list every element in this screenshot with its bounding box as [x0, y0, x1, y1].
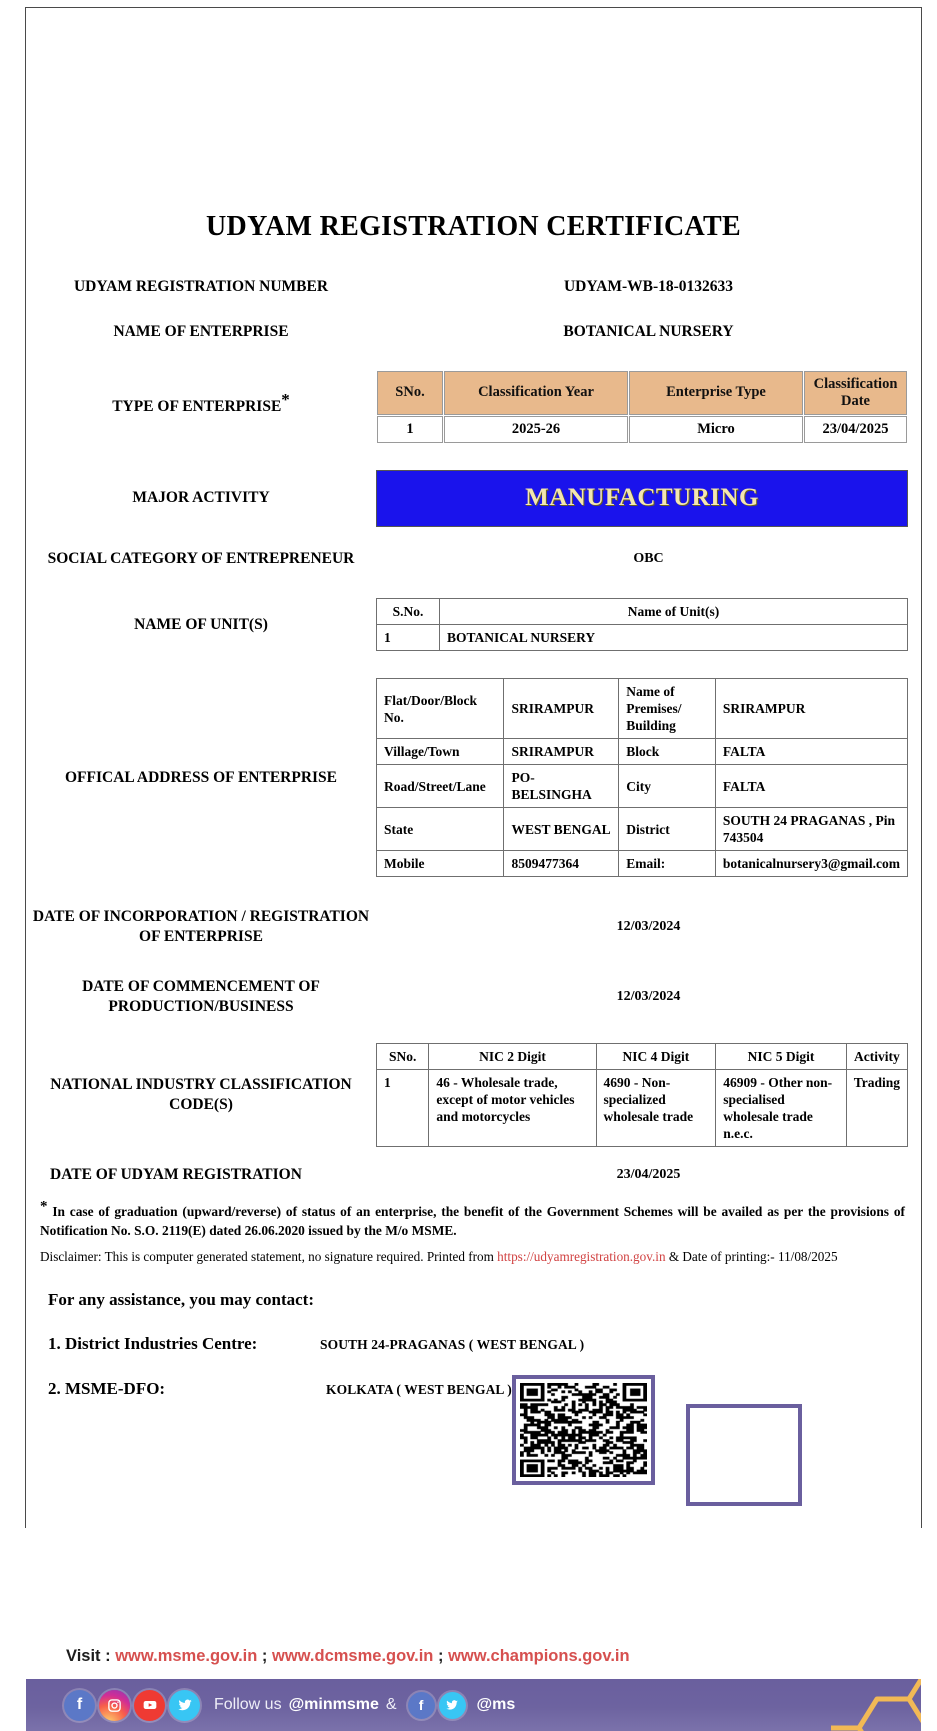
row-date-incorporation	[26, 907, 921, 947]
cell-unit-name: BOTANICAL NURSERY	[440, 625, 908, 651]
disclaimer-prefix: Disclaimer: This is computer generated statement, no signature required. Printed from	[40, 1248, 498, 1264]
address-table	[376, 678, 908, 877]
addr-value-flat: SRIRAMPUR	[504, 679, 619, 739]
visit-label: Visit :	[66, 1646, 116, 1665]
inline-social-icons	[404, 1692, 470, 1719]
major-activity-wrap	[376, 470, 921, 527]
visit-url-3[interactable]: www.champions.gov.in	[448, 1646, 630, 1665]
row-registration-number	[26, 277, 921, 297]
cell-unit-sno: 1	[377, 625, 440, 651]
table-row	[377, 808, 908, 851]
nic-table-wrap	[376, 1043, 921, 1147]
table-row	[377, 739, 908, 765]
qr-code-image	[520, 1383, 647, 1477]
col-unit-sno: S.No.	[377, 599, 440, 625]
label-official-address: OFFICAL ADDRESS OF ENTERPRISE	[64, 769, 338, 787]
label-type-of-enterprise-text: TYPE OF ENTERPRISE	[112, 397, 282, 415]
row-social-category	[26, 549, 921, 569]
col-classification-year: Classification Year	[444, 371, 628, 415]
addr-label-block: Block	[619, 739, 716, 765]
addr-label-state: State	[377, 808, 504, 851]
label-registration-number: UDYAM REGISTRATION NUMBER	[73, 278, 329, 295]
col-enterprise-type: Enterprise Type	[629, 371, 803, 415]
addr-label-road: Road/Street/Lane	[377, 765, 504, 808]
footnote-text	[26, 1198, 921, 1240]
addr-value-road: PO-BELSINGHA	[504, 765, 619, 808]
table-header-row	[377, 599, 908, 625]
label-major-activity: MAJOR ACTIVITY	[132, 489, 270, 507]
row-name-of-units	[26, 598, 921, 651]
contact-value-msme-dfo: KOLKATA ( WEST BENGAL )	[326, 1382, 512, 1398]
cell-nic-4digit: 4690 - Non-specialized wholesale trade	[596, 1069, 716, 1146]
facebook-icon[interactable]: f	[408, 1692, 435, 1719]
major-activity-banner	[376, 470, 908, 527]
visit-line	[26, 1647, 630, 1666]
youtube-icon[interactable]	[134, 1690, 165, 1721]
addr-label-district: District	[619, 808, 716, 851]
cell-sno: 1	[377, 416, 443, 443]
footer-visit-row	[26, 1633, 921, 1679]
address-table-wrap	[376, 678, 921, 877]
cell-nic-activity: Trading	[846, 1069, 907, 1146]
addr-value-village: SRIRAMPUR	[504, 739, 619, 765]
contact-label-dic: 1. District Industries Centre:	[48, 1334, 258, 1354]
cell-classification-date: 23/04/2025	[804, 416, 907, 443]
visit-sep-1: ;	[257, 1646, 273, 1665]
col-sno: SNo.	[377, 371, 443, 415]
addr-value-mobile: 8509477364	[504, 851, 619, 877]
visit-url-1[interactable]: www.msme.gov.in	[115, 1646, 258, 1665]
instagram-icon[interactable]	[99, 1690, 130, 1721]
handle-minmsme[interactable]: @minmsme	[288, 1696, 379, 1713]
label-enterprise-name: NAME OF ENTERPRISE	[113, 322, 289, 340]
ampersand: &	[385, 1696, 397, 1713]
facebook-icon[interactable]: f	[64, 1690, 95, 1721]
addr-label-email: Email:	[619, 851, 716, 877]
cell-classification-year: 2025-26	[444, 416, 628, 443]
addr-value-district: SOUTH 24 PRAGANAS , Pin 743504	[715, 808, 907, 851]
addr-value-email: botanicalnursery3@gmail.com	[715, 851, 907, 877]
table-row	[377, 679, 908, 739]
row-enterprise-name	[26, 322, 921, 342]
label-date-incorporation: DATE OF INCORPORATION / REGISTRATION OF ENTERPRISE	[32, 908, 370, 946]
label-nic-codes: NATIONAL INDUSTRY CLASSIFICATION CODE(S)	[50, 1075, 352, 1113]
label-social-category: SOCIAL CATEGORY OF ENTREPRENEUR	[47, 549, 355, 567]
contact-value-dic: SOUTH 24-PRAGANAS ( WEST BENGAL )	[320, 1337, 585, 1353]
units-table	[376, 598, 908, 651]
units-table-wrap	[376, 598, 921, 651]
label-date-commencement: DATE OF COMMENCEMENT OF PRODUCTION/BUSINESS	[82, 978, 320, 1015]
addr-value-block: FALTA	[715, 739, 907, 765]
addr-label-village: Village/Town	[377, 739, 504, 765]
footer	[26, 1633, 921, 1731]
visit-sep-2: ;	[433, 1646, 449, 1665]
footnote-asterisk: *	[40, 1198, 48, 1215]
col-nic-activity: Activity	[846, 1043, 907, 1069]
blank-seal-box	[686, 1404, 802, 1506]
value-enterprise-name: BOTANICAL NURSERY	[563, 322, 734, 340]
table-row	[377, 851, 908, 877]
classification-table	[376, 370, 908, 444]
disclaimer-text	[26, 1248, 921, 1266]
value-date-commencement: 12/03/2024	[616, 988, 681, 1004]
table-header-row	[377, 371, 907, 415]
follow-us-label: Follow us	[214, 1696, 282, 1713]
classification-table-wrap	[376, 370, 921, 444]
row-nic-codes	[26, 1043, 921, 1147]
label-name-of-units: NAME OF UNIT(S)	[134, 616, 268, 634]
addr-value-city: FALTA	[715, 765, 907, 808]
footnote-star-marker: *	[281, 389, 290, 409]
qr-code-box	[512, 1375, 655, 1485]
page-title: UDYAM REGISTRATION CERTIFICATE	[206, 211, 741, 242]
twitter-icon[interactable]	[439, 1692, 466, 1719]
row-date-commencement	[26, 977, 921, 1017]
col-nic-2digit: NIC 2 Digit	[429, 1043, 596, 1069]
assistance-heading: For any assistance, you may contact:	[48, 1290, 314, 1310]
row-date-udyam-registration	[26, 1165, 921, 1185]
certificate-page	[25, 7, 922, 1713]
table-row	[377, 625, 908, 651]
table-header-row	[377, 1043, 908, 1069]
disclaimer-url[interactable]: https://udyamregistration.gov.in	[497, 1248, 666, 1264]
handle-secondary[interactable]: @ms	[476, 1696, 516, 1713]
value-date-udyam-registration: 23/04/2025	[616, 1166, 681, 1182]
value-social-category: OBC	[633, 550, 664, 566]
addr-value-state: WEST BENGAL	[504, 808, 619, 851]
visit-url-2[interactable]: www.dcmsme.gov.in	[272, 1646, 434, 1665]
col-nic-4digit: NIC 4 Digit	[596, 1043, 716, 1069]
social-icon-group	[26, 1690, 200, 1721]
footnote-body: In case of graduation (upward/reverse) of status of an enterprise, the benefit of the Government Schemes will be availed as per the provisions of Notification No. S.O. 2119(E) dated 26.06.2020 issued by the M/o MSME.	[40, 1203, 905, 1238]
hexagon-pattern-decoration	[801, 1679, 921, 1731]
table-row	[377, 765, 908, 808]
col-nic-5digit: NIC 5 Digit	[716, 1043, 847, 1069]
contact-row-dic	[26, 1334, 921, 1354]
col-nic-sno: SNo.	[377, 1043, 429, 1069]
label-date-udyam-registration: DATE OF UDYAM REGISTRATION	[50, 1165, 302, 1183]
cell-nic-sno: 1	[377, 1069, 429, 1146]
twitter-icon[interactable]	[169, 1690, 200, 1721]
addr-label-mobile: Mobile	[377, 851, 504, 877]
table-row	[377, 416, 907, 443]
cell-nic-5digit: 46909 - Other non-specialised wholesale trade n.e.c.	[716, 1069, 847, 1146]
follow-us-line	[200, 1692, 515, 1719]
contact-label-msme-dfo: 2. MSME-DFO:	[48, 1379, 166, 1399]
cell-nic-2digit: 46 - Wholesale trade, except of motor vehicles and motorcycles	[429, 1069, 596, 1146]
value-date-incorporation: 12/03/2024	[616, 919, 681, 935]
row-official-address	[26, 678, 921, 877]
footer-social-band	[26, 1679, 921, 1731]
row-major-activity	[26, 470, 921, 527]
addr-label-premises: Name of Premises/ Building	[619, 679, 716, 739]
nic-table	[376, 1043, 908, 1147]
label-type-of-enterprise	[26, 389, 376, 417]
addr-label-flat: Flat/Door/Block No.	[377, 679, 504, 739]
contact-row-msme-dfo	[26, 1379, 921, 1399]
col-classification-date: Classification Date	[804, 371, 907, 415]
value-registration-number: UDYAM-WB-18-0132633	[563, 277, 734, 295]
addr-value-premises: SRIRAMPUR	[715, 679, 907, 739]
disclaimer-suffix: & Date of printing:- 11/08/2025	[665, 1248, 838, 1264]
col-unit-name: Name of Unit(s)	[440, 599, 908, 625]
cell-enterprise-type: Micro	[629, 416, 803, 443]
table-row	[377, 1069, 908, 1146]
major-activity-value: MANUFACTURING	[525, 483, 759, 511]
addr-label-city: City	[619, 765, 716, 808]
row-type-of-enterprise	[26, 370, 921, 444]
